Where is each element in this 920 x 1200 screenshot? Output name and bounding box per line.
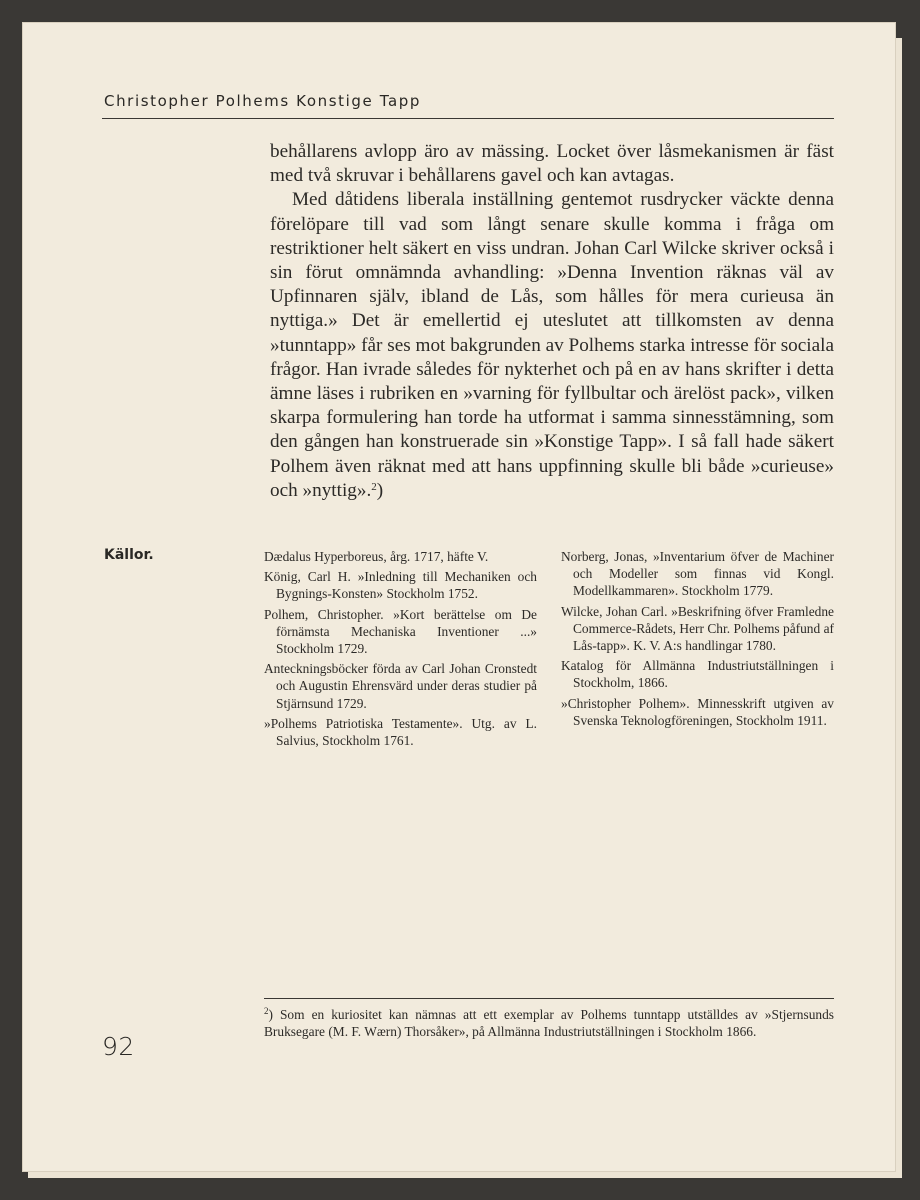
source-entry: »Polhems Patriotiska Testamente». Utg. av L. Salvius, Stockholm 1761. [264, 715, 537, 749]
footnote [264, 1006, 834, 1041]
source-entry: »Christopher Polhem». Minnesskrift utgiven av Svenska Teknologföreningen, Stockholm 1911. [561, 695, 834, 728]
sources-heading: Källor. [104, 547, 154, 563]
header-rule [102, 118, 834, 119]
footnote-text: ) Som en kuriositet kan nämnas att ett exemplar av Polhems tunntapp utställdes av »Stjernsunds Bruksegare (M. F. Wærn) Thorsåker», på Allmänna Industriutställningen i Stockholm 1866. [264, 1007, 834, 1040]
footnote-reference: 2 [371, 480, 377, 493]
source-entry: Polhem, Christopher. »Kort berättelse om De förnämsta Mechaniska Inventioner ...» Stockholm 1729. [264, 606, 537, 657]
footnote-marker: 2 [264, 1006, 269, 1016]
footnote-reference-paren: ) [376, 479, 384, 501]
source-entry: Dædalus Hyperboreus, årg. 1717, häfte V. [264, 549, 489, 564]
source-entry: Norberg, Jonas, »Inventarium öfver de Machiner och Modeller som finnas vid Kongl. Modellkammaren». Stockholm 1779. [561, 549, 834, 599]
page-number: 92 [102, 1032, 135, 1061]
source-entry: König, Carl H. »Inledning till Mechaniken och Bygnings-Konsten» Stockholm 1752. [264, 569, 537, 602]
paragraph-1: behållarens avlopp äro av mässing. Locket över låsmekanismen är fäst med två skruvar i behållarens gavel och kan avtagas. [270, 141, 834, 187]
source-entry: Wilcke, Johan Carl. »Beskrifning öfver Framledne Commerce-Rådets, Herr Chr. Polhems påfund af Lås-tapp». K. V. A:s handlingar 1780. [561, 603, 834, 654]
source-entry: Katalog för Allmänna Industriutställningen i Stockholm, 1866. [561, 658, 834, 691]
footnote-rule [264, 998, 834, 999]
paragraph-2 [270, 188, 834, 503]
paragraph-2-text: Med dåtidens liberala inställning gentemot rusdrycker väckte denna förelöpare till vad som långt senare skulle komma i fråga om restriktioner helt säkert en viss undran. Johan Carl Wilcke skriver också i sin förut omnämnda avhandling: »Denna Invention räknas väl av Upfinnaren själv, ibland de Lås, som hålles för mera curieusa än nyttiga.» Det är emellertid ej uteslutet att tillkomsten av denna »tunntapp» får ses mot bakgrunden av Polhems starka intresse för sociala frågor. Han ivrade således för nykterhet och på en av hans skrifter i detta ämne läses i rubriken en »varning för fyllbultar och ärelöst pack», vilken skarpa formulering han torde ha utformat i samma sinnesstämning, som den gången han konstruerade sin »Konstige Tapp». I så fall hade säkert Polhem även räknat med att hans uppfinning skulle bli både »curieuse» och »nyttig». [270, 189, 834, 501]
body-text [270, 140, 834, 503]
sources-right-column [561, 548, 834, 732]
source-entry: Anteckningsböcker förda av Carl Johan Cronstedt och Augustin Ehrensvärd under deras studier på Stjärnsund 1729. [264, 661, 537, 711]
running-title: Christopher Polhems Konstige Tapp [104, 92, 422, 110]
sources-left-column [264, 548, 537, 752]
